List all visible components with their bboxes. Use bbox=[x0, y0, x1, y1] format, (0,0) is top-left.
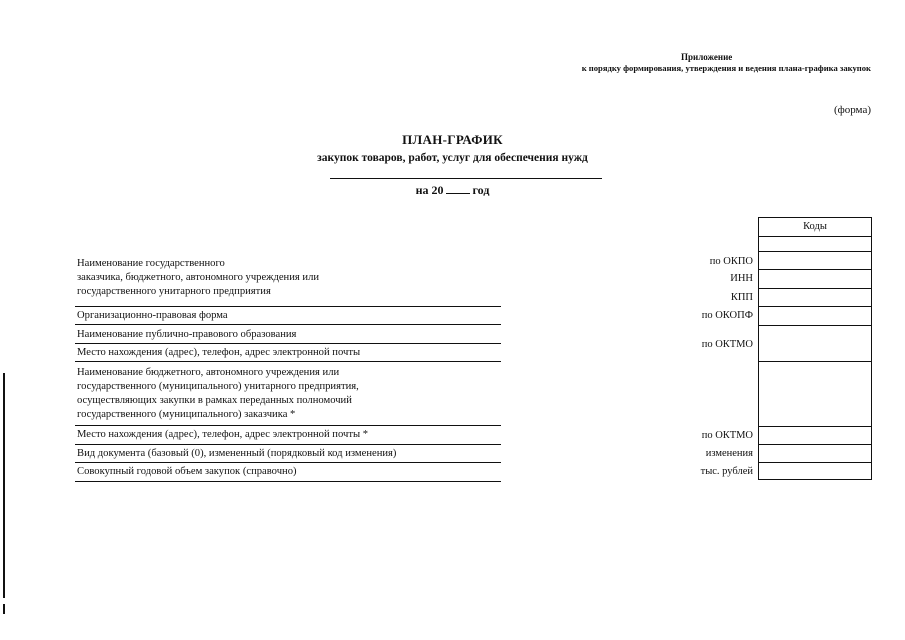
field-public-entity: Наименование публично-правового образования bbox=[77, 329, 297, 340]
code-label-oktmo: по ОКТМО bbox=[701, 339, 753, 350]
document-subtitle: закупок товаров, работ, услуг для обеспечения нужд bbox=[317, 152, 588, 164]
divider bbox=[75, 481, 501, 482]
field-doc-type: Вид документа (базовый (0), измененный (порядковый код изменения) bbox=[77, 448, 397, 459]
divider bbox=[75, 361, 501, 362]
divider bbox=[75, 324, 501, 325]
codes-row-line bbox=[758, 269, 872, 270]
year-line bbox=[0, 183, 905, 198]
year-prefix: на 20 bbox=[415, 183, 444, 197]
field-total-volume: Совокупный годовой объем закупок (справочно) bbox=[77, 466, 297, 477]
codes-row-line bbox=[758, 288, 872, 289]
code-label-okpo: по ОКПО bbox=[709, 256, 753, 267]
divider bbox=[75, 343, 501, 344]
codes-table bbox=[758, 217, 872, 480]
code-label-inn: ИНН bbox=[730, 273, 753, 284]
code-label-changes: изменения bbox=[705, 448, 753, 459]
field-location-star: Место нахождения (адрес), телефон, адрес электронной почты * bbox=[77, 429, 369, 440]
codes-row-line bbox=[758, 325, 872, 326]
codes-row-line bbox=[758, 444, 872, 445]
code-label-kpp: КПП bbox=[730, 292, 753, 303]
code-label-oktmo-2: по ОКТМО bbox=[701, 430, 753, 441]
year-suffix: год bbox=[472, 183, 490, 197]
year-blank bbox=[446, 183, 470, 194]
appendix-title: Приложение bbox=[681, 52, 733, 62]
divider bbox=[75, 306, 501, 307]
codes-row-line bbox=[758, 361, 872, 362]
field-delegated-org: Наименование бюджетного, автономного учреждения или государственного (муниципального) унитарного предприятия, осуществляющих закупки в рамках переданных полномочий государственного (муниципального) заказчика * bbox=[77, 367, 359, 420]
form-mark: (форма) bbox=[833, 104, 871, 116]
codes-header: Коды bbox=[803, 221, 827, 232]
codes-row-line bbox=[758, 306, 872, 307]
field-location: Место нахождения (адрес), телефон, адрес электронной почты bbox=[77, 347, 361, 358]
field-legal-form: Организационно-правовая форма bbox=[77, 310, 228, 321]
codes-row-line bbox=[758, 251, 872, 252]
divider bbox=[75, 425, 501, 426]
needs-blank-line bbox=[330, 178, 602, 179]
codes-row-line bbox=[758, 426, 872, 427]
appendix-subtitle: к порядку формирования, утверждения и ведения плана-графика закупок bbox=[581, 63, 871, 73]
divider bbox=[75, 444, 501, 445]
field-customer-name: Наименование государственного заказчика, бюджетного, автономного учреждения или государственного унитарного предприятия bbox=[77, 258, 320, 297]
divider bbox=[75, 462, 501, 463]
scan-edge-mark bbox=[3, 604, 5, 614]
scan-edge-mark bbox=[3, 373, 5, 598]
codes-row-line bbox=[758, 236, 872, 237]
code-label-okopf: по ОКОПФ bbox=[701, 310, 753, 321]
code-label-thousand-rubles: тыс. рублей bbox=[700, 466, 753, 477]
document-title: ПЛАН-ГРАФИК bbox=[402, 132, 503, 147]
codes-row-line bbox=[758, 462, 872, 463]
